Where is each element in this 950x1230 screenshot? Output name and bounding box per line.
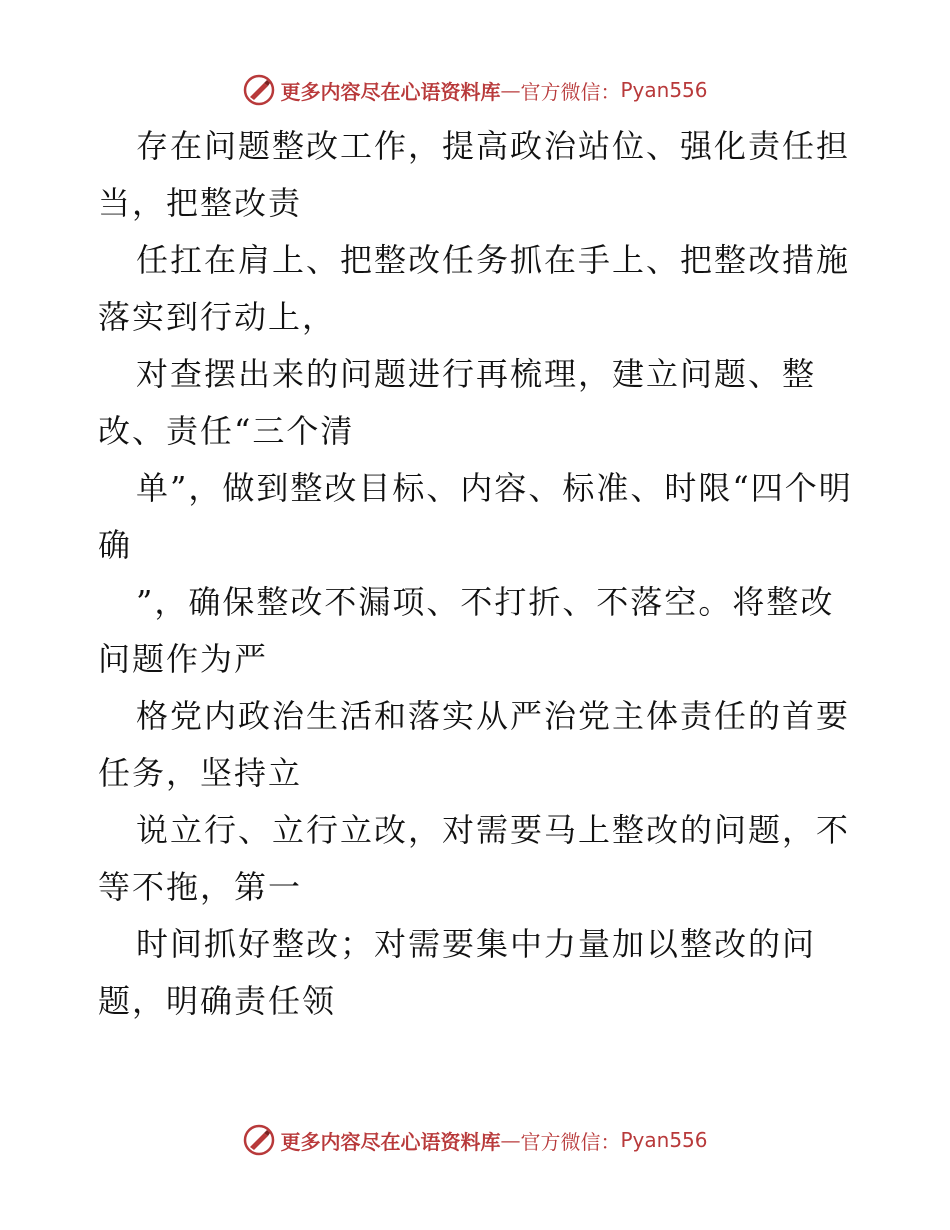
header-wechat-id: Pyan556 bbox=[620, 78, 708, 102]
paragraph: 存在问题整改工作，提高政治站位、强化责任担当，把整改责 bbox=[98, 127, 851, 222]
pen-logo-icon bbox=[242, 1123, 276, 1157]
paragraph: ”，确保整改不漏项、不打折、不落空。将整改问题作为严 bbox=[98, 583, 835, 678]
header-wechat-label: 官方微信： bbox=[520, 79, 621, 104]
paragraph: 时间抓好整改；对需要集中力量加以整改的问题，明确责任领 bbox=[98, 925, 817, 1020]
header-brand-text: 更多内容尽在心语资料库 bbox=[280, 79, 501, 104]
footer-wechat-id: Pyan556 bbox=[620, 1128, 708, 1152]
footer-brand-text: 更多内容尽在心语资料库 bbox=[280, 1129, 501, 1154]
footer-wechat-label: 官方微信： bbox=[520, 1129, 621, 1154]
paragraph: 任扛在肩上、把整改任务抓在手上、把整改措施落实到行动上， bbox=[98, 241, 851, 336]
footer-dash: — bbox=[500, 1128, 521, 1152]
header-dash: — bbox=[500, 78, 521, 102]
paragraph: 格党内政治生活和落实从严治党主体责任的首要任务，坚持立 bbox=[98, 697, 851, 792]
footer-banner bbox=[0, 1120, 950, 1160]
header-banner bbox=[0, 70, 950, 110]
pen-logo-icon bbox=[242, 73, 276, 107]
paragraph: 对查摆出来的问题进行再梳理，建立问题、整改、责任“三个清 bbox=[98, 355, 817, 450]
document-body bbox=[98, 118, 858, 1030]
paragraph: 说立行、立行立改，对需要马上整改的问题，不等不拖，第一 bbox=[98, 811, 851, 906]
paragraph: 单”，做到整改目标、内容、标准、时限“四个明确 bbox=[98, 469, 853, 564]
